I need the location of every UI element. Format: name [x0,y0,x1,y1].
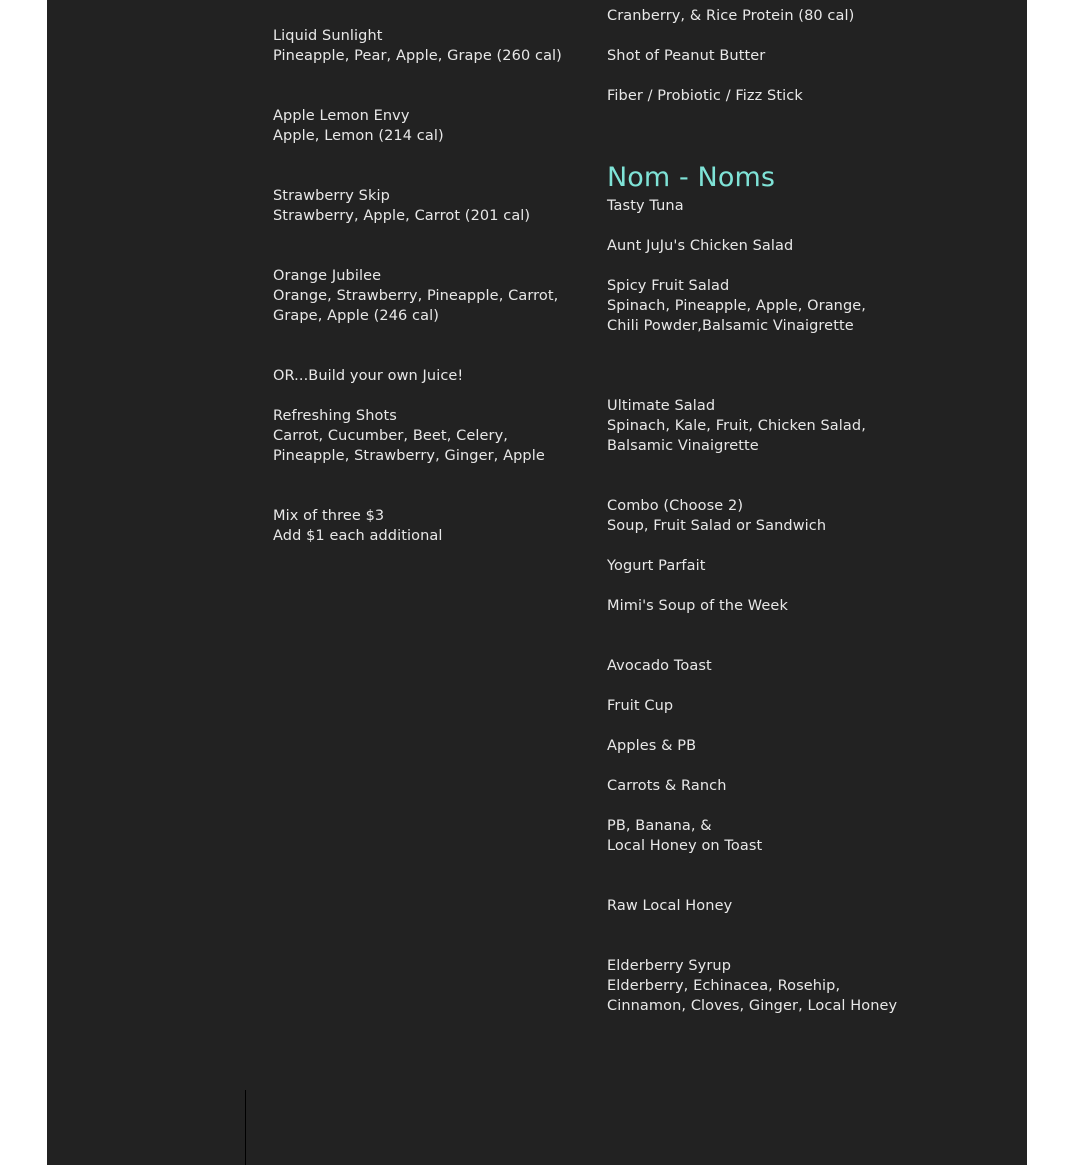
menu-item-desc: Balsamic Vinaigrette [607,438,759,454]
menu-item-name: Apple Lemon Envy [273,108,410,124]
menu-item-desc: Orange, Strawberry, Pineapple, Carrot, [273,288,559,304]
menu-item-name: Orange Jubilee [273,268,382,284]
section-heading: Nom - Noms [607,162,776,193]
build-own-juice: OR...Build your own Juice! [273,368,464,384]
menu-item-name: Spicy Fruit Salad [607,278,730,294]
noms-column [607,0,907,1016]
divider-line [245,1090,246,1165]
menu-item-desc: Spinach, Kale, Fruit, Chicken Salad, [607,418,866,434]
menu-item-desc: Soup, Fruit Salad or Sandwich [607,518,827,534]
menu-item-desc: Strawberry, Apple, Carrot (201 cal) [273,208,531,224]
menu-item-desc: Elderberry, Echinacea, Rosehip, [607,978,841,994]
menu-item-name: Ultimate Salad [607,398,716,414]
menu-item-name: Mimi's Soup of the Week [607,598,788,614]
menu-item-name: Local Honey on Toast [607,838,763,854]
shots-desc: Pineapple, Strawberry, Ginger, Apple [273,448,545,464]
menu-item-name: Yogurt Parfait [607,558,706,574]
menu-item-name: Combo (Choose 2) [607,498,744,514]
shots-desc: Carrot, Cucumber, Beet, Celery, [273,428,508,444]
pricing-line: Add $1 each additional [273,528,443,544]
addon-peanut-butter: Shot of Peanut Butter [607,48,766,64]
menu-item-name: Avocado Toast [607,658,712,674]
menu-item-name: Elderberry Syrup [607,958,732,974]
menu-item-name: Liquid Sunlight [273,28,383,44]
menu-item-desc: Cinnamon, Cloves, Ginger, Local Honey [607,998,898,1014]
menu-item-name: Strawberry Skip [273,188,390,204]
menu-item-desc: Spinach, Pineapple, Apple, Orange, [607,298,866,314]
addon-protein: Cranberry, & Rice Protein (80 cal) [607,8,855,24]
addon-fiber: Fiber / Probiotic / Fizz Stick [607,88,803,104]
juice-column [273,26,573,546]
menu-item-desc: Chili Powder,Balsamic Vinaigrette [607,318,854,334]
menu-item-name: Tasty Tuna [607,198,684,214]
menu-item-name: Apples & PB [607,738,697,754]
pricing-line: Mix of three $3 [273,508,385,524]
menu-item-desc: Grape, Apple (246 cal) [273,308,439,324]
menu-item-name: Fruit Cup [607,698,674,714]
menu-item-name: Raw Local Honey [607,898,733,914]
menu-item-name: Aunt JuJu's Chicken Salad [607,238,794,254]
shots-title: Refreshing Shots [273,408,397,424]
menu-item-name: PB, Banana, & [607,818,712,834]
menu-item-desc: Apple, Lemon (214 cal) [273,128,444,144]
menu-item-desc: Pineapple, Pear, Apple, Grape (260 cal) [273,48,562,64]
menu-item-name: Carrots & Ranch [607,778,727,794]
